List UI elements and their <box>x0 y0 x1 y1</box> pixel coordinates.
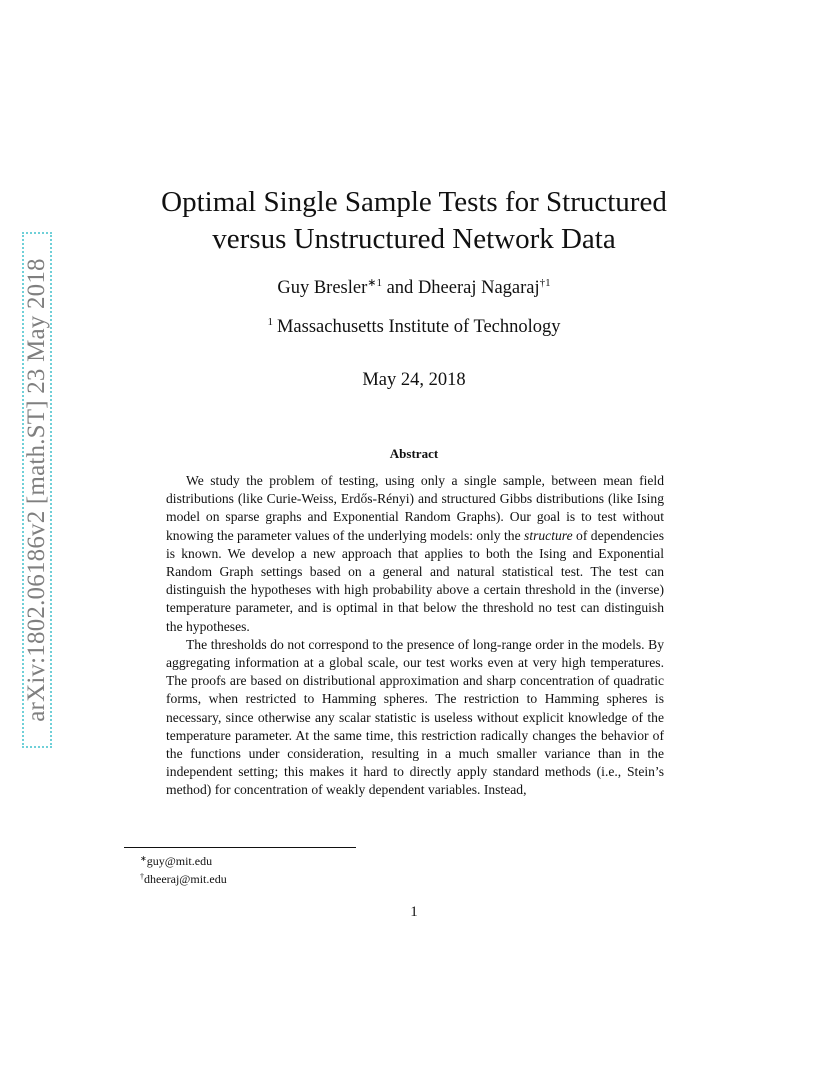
abstract-paragraph <box>166 472 664 636</box>
affiliation-mark: 1 <box>267 316 273 328</box>
footnote <box>140 869 227 887</box>
author-affiliation-mark: ∗1 <box>367 277 382 289</box>
footnote <box>140 851 227 869</box>
footnote-email-link[interactable]: guy@mit.edu <box>146 854 213 868</box>
author-name: Dheeraj Nagaraj <box>417 278 540 298</box>
author-connector: and <box>381 278 418 298</box>
abstract-text: We study the problem of testing, using only a single sample, between mean field distributions (like Curie-Weiss, Erdős-Rényi) and structured Gibbs distributions (like Ising model on sparse graphs and Exponential Random Graphs). Our goal is to test without knowing the parameter values of the underlying models: only the <box>166 473 664 543</box>
title-line-2: versus Unstructured Network Data <box>212 223 616 255</box>
author-affiliation-mark: †1 <box>539 277 551 289</box>
page-number: 1 <box>410 904 418 920</box>
abstract-heading: Abstract <box>389 446 439 461</box>
author-name: Guy Bresler <box>277 278 368 298</box>
abstract-text: of dependencies is known. We develop a new approach that applies to both the Ising and Exponential Random Graph settings based on a general and natural statistical test. The test can distinguish the hypotheses with high probability above a certain threshold in the (inverse) temperature parameter, and is optimal in that below the threshold no test can distinguish the hypotheses. <box>166 527 664 634</box>
abstract-body <box>166 472 664 800</box>
abstract-emphasis: structure <box>524 527 573 543</box>
paper-title <box>0 184 828 258</box>
affiliation <box>0 316 828 338</box>
title-line-1: Optimal Single Sample Tests for Structured <box>161 186 667 218</box>
footnote-mark: ∗ <box>140 854 147 863</box>
footnote-email-link[interactable]: dheeraj@mit.edu <box>144 872 227 886</box>
paper-date: May 24, 2018 <box>362 370 466 390</box>
footnote-divider <box>124 847 356 848</box>
footnote-mark: † <box>140 872 144 881</box>
affiliation-name: Massachusetts Institute of Technology <box>276 317 561 337</box>
author-list <box>0 276 828 299</box>
footnotes <box>140 851 227 887</box>
abstract-paragraph: The thresholds do not correspond to the presence of long-range order in the models. By aggregating information at a global scale, our test works even at very high temperatures. The proofs are based on distributional approximation and sharp concentration of quadratic forms, when restricted to Hamming spheres. The restriction to Hamming spheres is necessary, since otherwise any scalar statistic is useless without explicit knowledge of the temperature parameter. At the same time, this restriction radically changes the behavior of the functions under consideration, resulting in a much smaller variance than in the independent setting; this makes it hard to directly apply standard methods (i.e., Stein’s method) for concentration of weakly dependent variables. Instead, <box>166 636 664 798</box>
arxiv-identifier: arXiv:1802.06186v2 [math.ST] 23 May 2018 <box>23 258 50 722</box>
